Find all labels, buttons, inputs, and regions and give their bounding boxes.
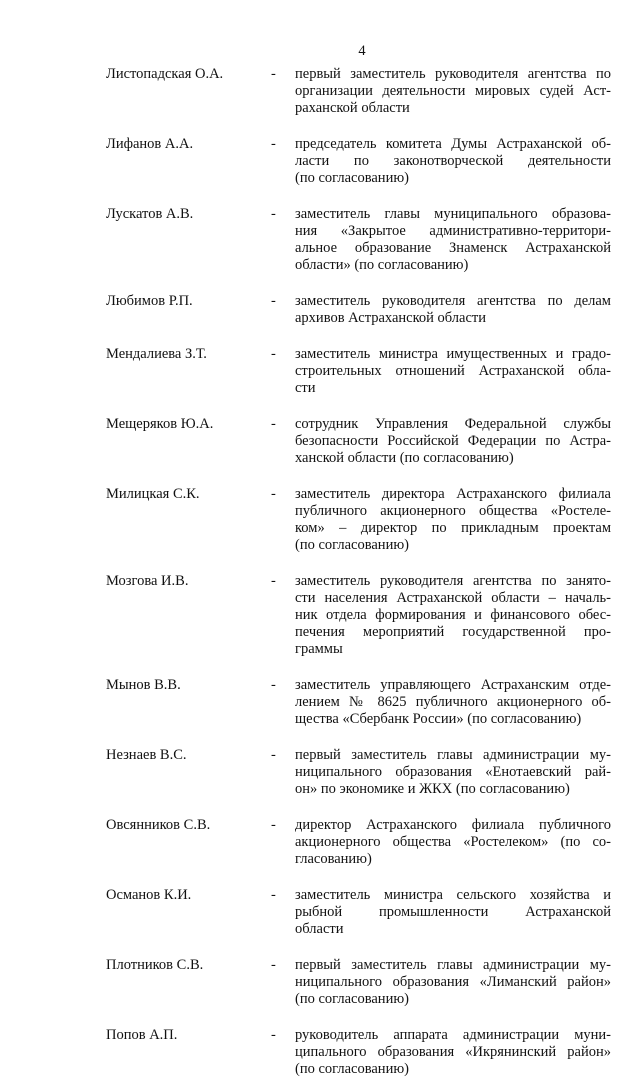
list-item bbox=[0, 136, 640, 187]
position-line: лением № 8625 публичного акционерного об- bbox=[295, 694, 611, 710]
dash-separator: - bbox=[271, 66, 276, 82]
position-line: сти bbox=[295, 380, 316, 396]
member-name: Мендалиева З.Т. bbox=[106, 346, 207, 362]
position-line: заместитель руководителя агентства по занято- bbox=[295, 573, 611, 589]
member-position bbox=[295, 573, 611, 658]
position-line: публичного акционерного общества «Ростеле- bbox=[295, 503, 611, 519]
member-position bbox=[295, 416, 611, 467]
position-line: акционерного общества «Ростелеком» (по со- bbox=[295, 834, 611, 850]
dash-separator: - bbox=[271, 486, 276, 502]
position-line: заместитель руководителя агентства по делам bbox=[295, 293, 611, 309]
dash-separator: - bbox=[271, 573, 276, 589]
position-line: печения мероприятий государственной про- bbox=[295, 624, 611, 640]
member-name: Плотников С.В. bbox=[106, 957, 204, 973]
position-line: председатель комитета Думы Астраханской об- bbox=[295, 136, 611, 152]
position-line: сотрудник Управления Федеральной службы bbox=[295, 416, 611, 432]
position-line: граммы bbox=[295, 641, 343, 657]
member-position bbox=[295, 293, 611, 327]
list-item bbox=[0, 206, 640, 274]
member-position bbox=[295, 957, 611, 1008]
list-item bbox=[0, 293, 640, 327]
member-name: Мещеряков Ю.А. bbox=[106, 416, 214, 432]
position-line: директор Астраханского филиала публичного bbox=[295, 817, 611, 833]
list-item bbox=[0, 573, 640, 658]
member-position bbox=[295, 1027, 611, 1078]
position-line: рыбной промышленности Астраханской bbox=[295, 904, 611, 920]
member-name: Любимов Р.П. bbox=[106, 293, 193, 309]
dash-separator: - bbox=[271, 346, 276, 362]
position-line: строительных отношений Астраханской обла- bbox=[295, 363, 611, 379]
position-line: (по согласованию) bbox=[295, 170, 409, 186]
position-line: заместитель управляющего Астраханским отде- bbox=[295, 677, 611, 693]
position-line: заместитель министра сельского хозяйства и bbox=[295, 887, 611, 903]
member-name: Попов А.П. bbox=[106, 1027, 178, 1043]
member-name: Овсянников С.В. bbox=[106, 817, 211, 833]
position-line: ниципального образования «Лиманский район» bbox=[295, 974, 611, 990]
member-name: Незнаев В.С. bbox=[106, 747, 187, 763]
member-name: Мозгова И.В. bbox=[106, 573, 189, 589]
dash-separator: - bbox=[271, 1027, 276, 1043]
member-position bbox=[295, 346, 611, 397]
dash-separator: - bbox=[271, 887, 276, 903]
position-line: заместитель директора Астраханского филиала bbox=[295, 486, 611, 502]
list-item bbox=[0, 66, 640, 117]
member-position bbox=[295, 677, 611, 728]
dash-separator: - bbox=[271, 136, 276, 152]
position-line: области» (по согласованию) bbox=[295, 257, 469, 273]
position-line: руководитель аппарата администрации муни- bbox=[295, 1027, 611, 1043]
position-line: первый заместитель руководителя агентства по bbox=[295, 66, 611, 82]
member-position bbox=[295, 206, 611, 274]
position-line: ниципального образования «Енотаевский рай- bbox=[295, 764, 611, 780]
dash-separator: - bbox=[271, 293, 276, 309]
position-line: ханской области (по согласованию) bbox=[295, 450, 514, 466]
position-line: первый заместитель главы администрации му- bbox=[295, 747, 611, 763]
dash-separator: - bbox=[271, 416, 276, 432]
position-line: ния «Закрытое административно-территори- bbox=[295, 223, 611, 239]
position-line: сти населения Астраханской области – началь- bbox=[295, 590, 611, 606]
dash-separator: - bbox=[271, 677, 276, 693]
dash-separator: - bbox=[271, 747, 276, 763]
list-item bbox=[0, 817, 640, 868]
list-item bbox=[0, 957, 640, 1008]
member-position bbox=[295, 136, 611, 187]
member-position bbox=[295, 66, 611, 117]
dash-separator: - bbox=[271, 206, 276, 222]
member-position bbox=[295, 486, 611, 554]
member-name: Мынов В.В. bbox=[106, 677, 181, 693]
position-line: (по согласованию) bbox=[295, 991, 409, 1007]
dash-separator: - bbox=[271, 817, 276, 833]
position-line: архивов Астраханской области bbox=[295, 310, 487, 326]
list-item bbox=[0, 486, 640, 554]
position-line: гласованию) bbox=[295, 851, 372, 867]
position-line: ципального образования «Икрянинский район» bbox=[295, 1044, 611, 1060]
position-line: он» по экономике и ЖКХ (по согласованию) bbox=[295, 781, 570, 797]
position-line: (по согласованию) bbox=[295, 1061, 409, 1077]
list-item bbox=[0, 1027, 640, 1078]
list-item bbox=[0, 887, 640, 938]
position-line: щества «Сбербанк России» (по согласованию) bbox=[295, 711, 582, 727]
member-name: Османов К.И. bbox=[106, 887, 192, 903]
position-line: (по согласованию) bbox=[295, 537, 409, 553]
member-position bbox=[295, 887, 611, 938]
list-item bbox=[0, 677, 640, 728]
member-name: Лускатов А.В. bbox=[106, 206, 194, 222]
list-item bbox=[0, 346, 640, 397]
position-line: заместитель главы муниципального образова- bbox=[295, 206, 611, 222]
position-line: области bbox=[295, 921, 344, 937]
member-position bbox=[295, 747, 611, 798]
position-line: раханской области bbox=[295, 100, 410, 116]
position-line: ком» – директор по прикладным проектам bbox=[295, 520, 611, 536]
position-line: альное образование Знаменск Астраханской bbox=[295, 240, 611, 256]
list-item bbox=[0, 747, 640, 798]
list-item bbox=[0, 416, 640, 467]
position-line: безопасности Российской Федерации по Астра- bbox=[295, 433, 611, 449]
position-line: ник отдела формирования и финансового обес- bbox=[295, 607, 611, 623]
member-name: Лифанов А.А. bbox=[106, 136, 194, 152]
member-position bbox=[295, 817, 611, 868]
position-line: ласти по законотворческой деятельности bbox=[295, 153, 611, 169]
dash-separator: - bbox=[271, 957, 276, 973]
member-name: Листопадская О.А. bbox=[106, 66, 224, 82]
member-name: Милицкая С.К. bbox=[106, 486, 200, 502]
position-line: первый заместитель главы администрации му- bbox=[295, 957, 611, 973]
page-number: 4 bbox=[358, 43, 366, 59]
position-line: заместитель министра имущественных и градо- bbox=[295, 346, 611, 362]
position-line: организации деятельности мировых судей Аст- bbox=[295, 83, 611, 99]
